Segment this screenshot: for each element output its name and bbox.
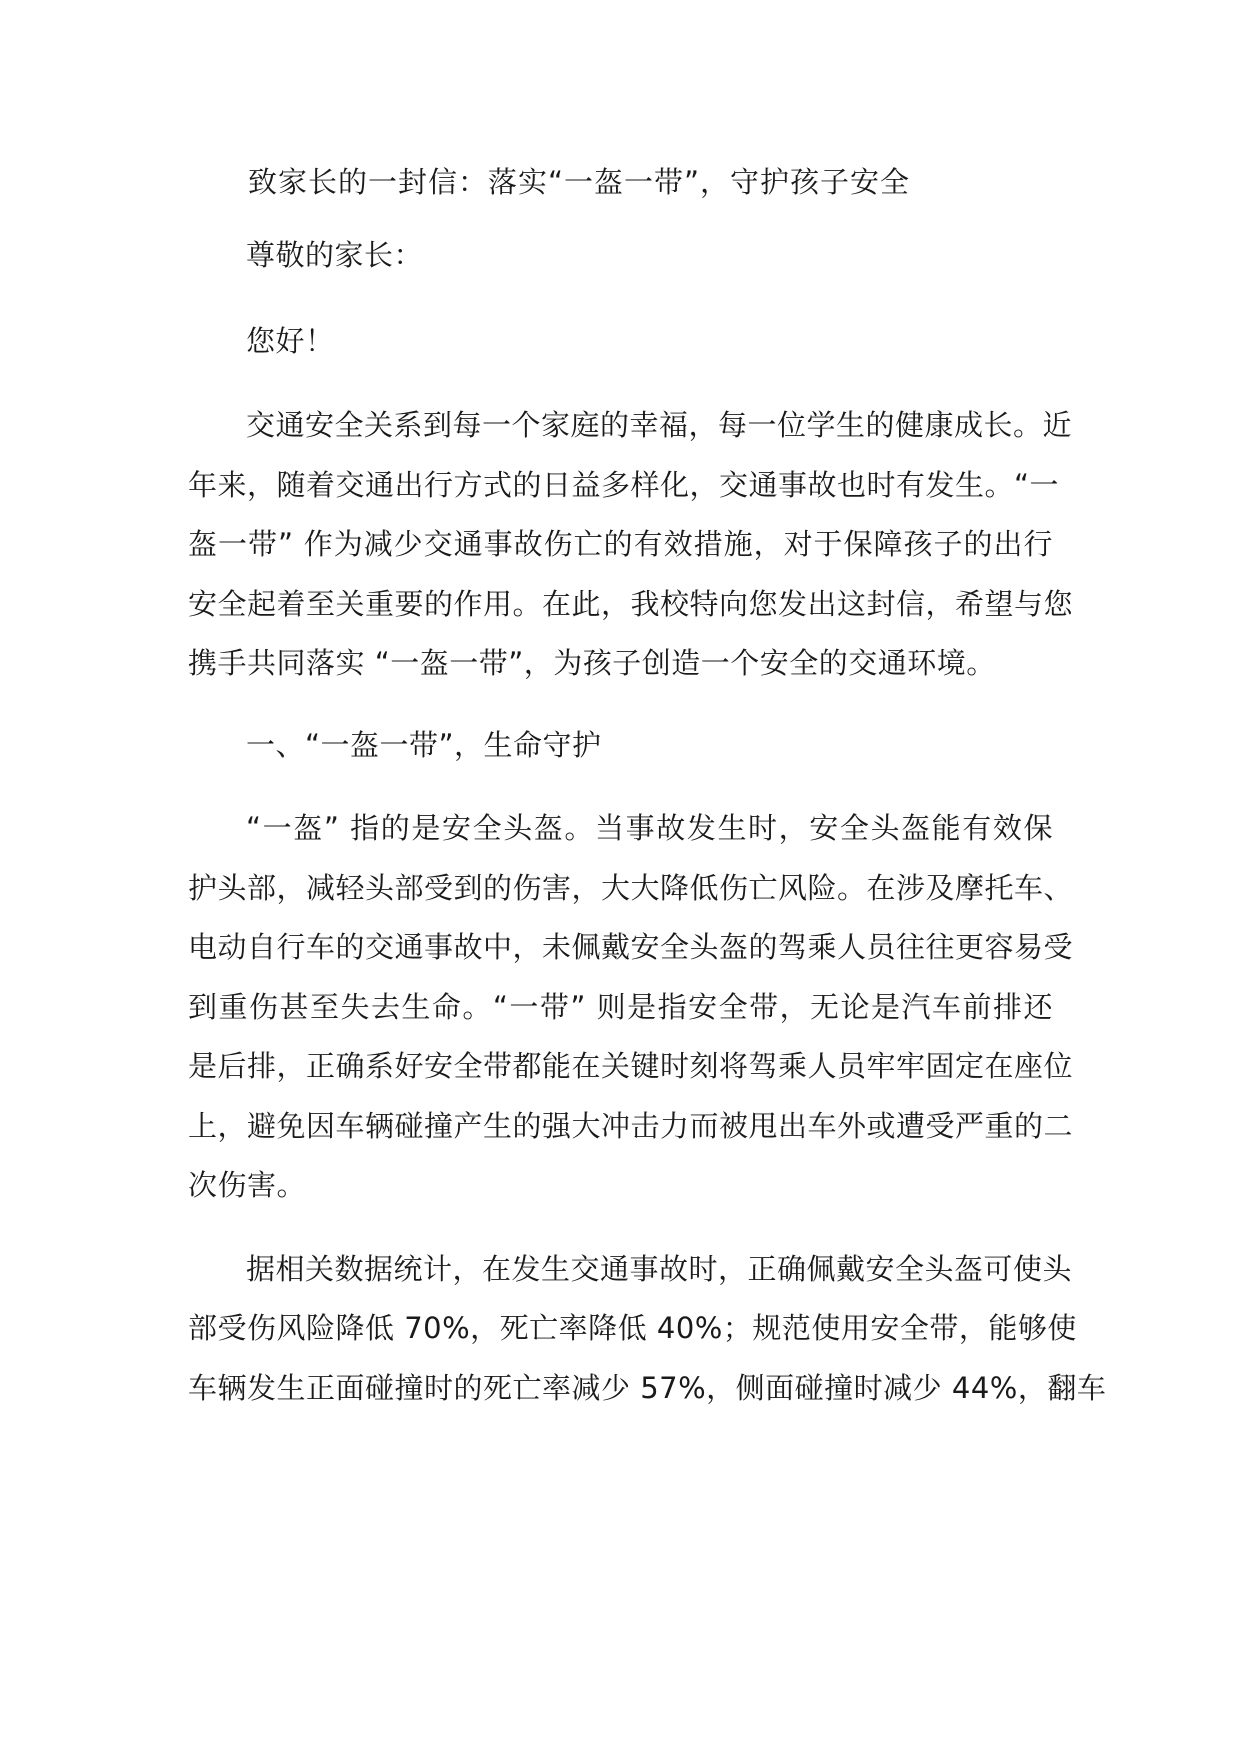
- paragraph2-line: 到重伤甚至失去生命。“一带” 则是指安全带，无论是汽车前排还: [188, 990, 1053, 1024]
- paragraph2-line: 电动自行车的交通事故中，未佩戴安全头盔的驾乘人员往往更容易受: [188, 930, 1074, 964]
- paragraph2-line: 上，避免因车辆碰撞产生的强大冲击力而被甩出车外或遭受严重的二: [188, 1109, 1074, 1143]
- greeting: 您好！: [246, 324, 335, 358]
- paragraph2-line: “一盔” 指的是安全头盔。当事故发生时，安全头盔能有效保: [246, 811, 1053, 845]
- paragraph2-line: 次伤害。: [188, 1168, 307, 1202]
- salutation: 尊敬的家长：: [246, 238, 424, 272]
- paragraph2-line: 是后排，正确系好安全带都能在关键时刻将驾乘人员牢牢固定在座位: [188, 1049, 1074, 1083]
- paragraph1-line: 盔一带” 作为减少交通事故伤亡的有效措施，对于保障孩子的出行: [188, 527, 1053, 561]
- paragraph1-line: 交通安全关系到每一个家庭的幸福，每一位学生的健康成长。近: [246, 408, 1073, 442]
- paragraph1-line: 安全起着至关重要的作用。在此，我校特向您发出这封信，希望与您: [188, 587, 1074, 621]
- paragraph1-line: 年来，随着交通出行方式的日益多样化，交通事故也时有发生。“一: [188, 468, 1060, 502]
- paragraph2-line: 护头部，减轻头部受到的伤害，大大降低伤亡风险。在涉及摩托车、: [188, 871, 1074, 905]
- letter-title: 致家长的一封信：落实“一盔一带”，守护孩子安全: [248, 165, 911, 199]
- section-heading: 一、“一盔一带”，生命守护: [246, 728, 602, 762]
- paragraph3-line: 车辆发生正面碰撞时的死亡率减少 57%，侧面碰撞时减少 44%，翻车: [188, 1371, 1107, 1405]
- paragraph1-line: 携手共同落实 “一盔一带”，为孩子创造一个安全的交通环境。: [188, 646, 996, 680]
- paragraph3-line: 部受伤风险降低 70%，死亡率降低 40%；规范使用安全带，能够使: [188, 1311, 1077, 1345]
- paragraph3-line: 据相关数据统计，在发生交通事故时，正确佩戴安全头盔可使头: [246, 1252, 1073, 1286]
